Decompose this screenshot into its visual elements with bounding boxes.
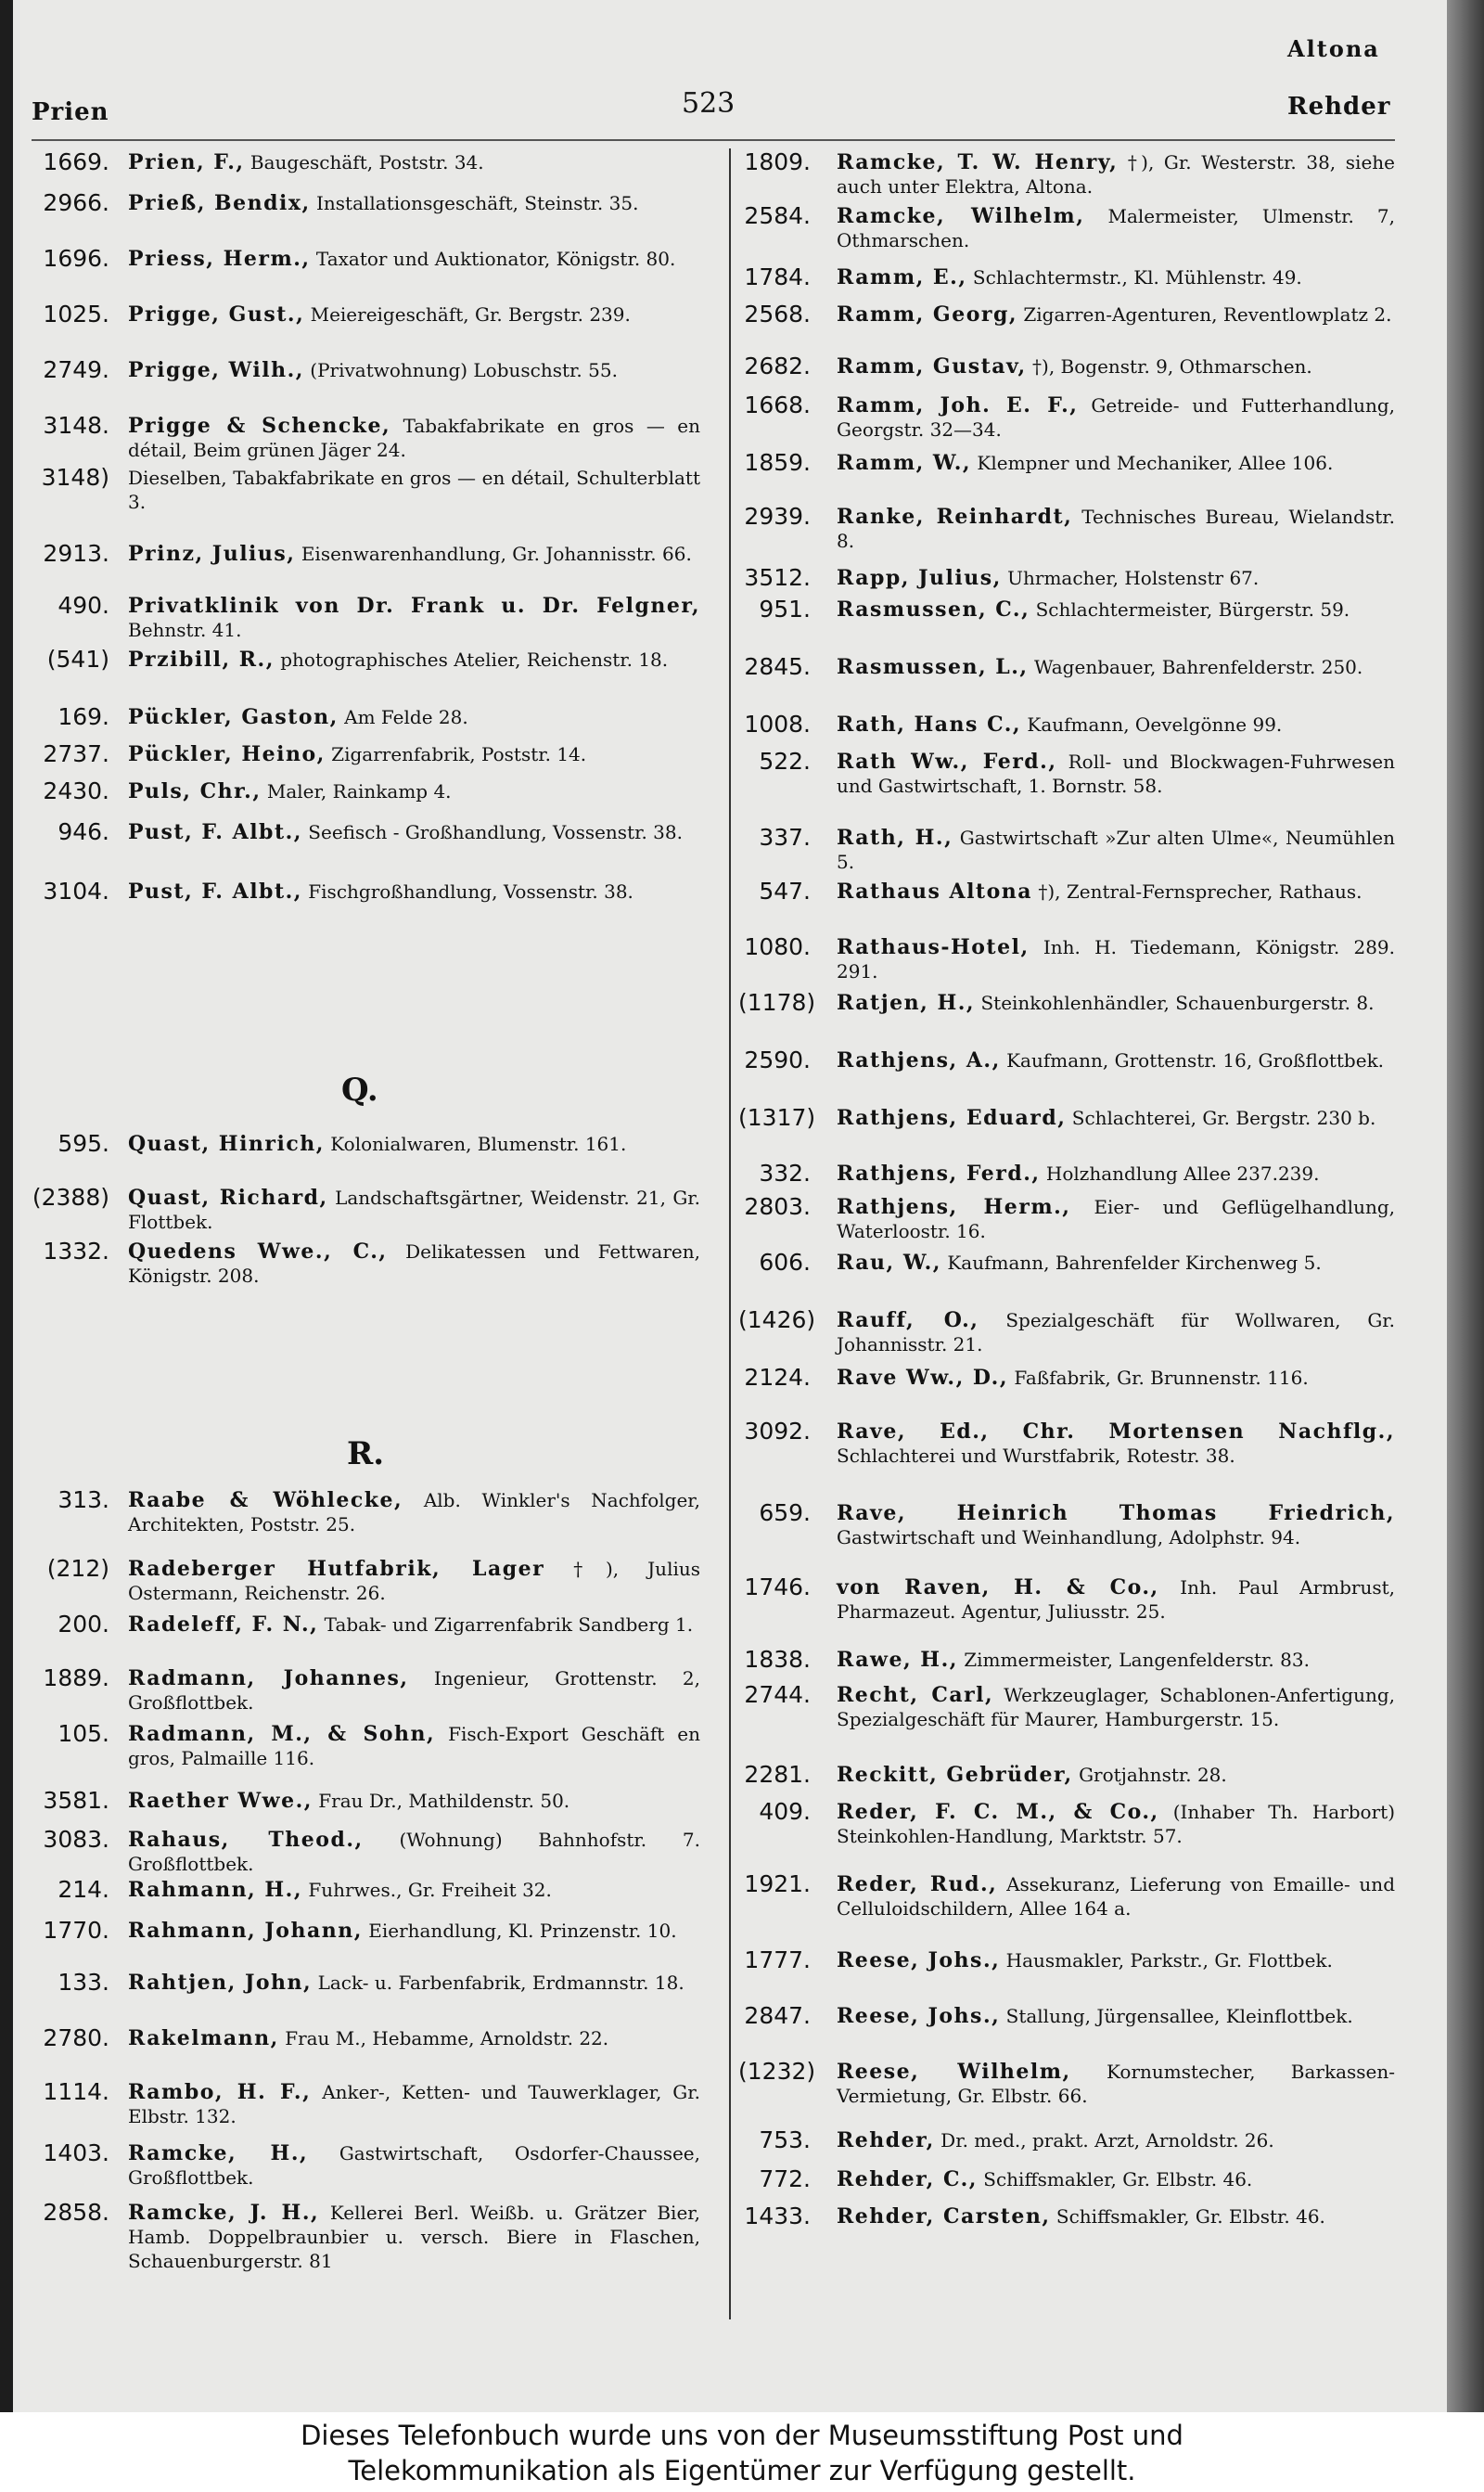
entry-text (837, 1800, 1395, 1848)
entry-phone-number: 105. (58, 1720, 109, 1747)
entry-details: Getreide- und Futterhandlung, Georgstr. 32—34. (837, 394, 1395, 441)
entry-name: Pust, F. Albt., (128, 820, 302, 844)
entry-name: Prien, F., (128, 150, 245, 174)
entry-text (128, 2141, 700, 2190)
page-number: 523 (682, 87, 736, 120)
page-edge-right (1447, 0, 1484, 2412)
entry-phone-number: 2281. (744, 1761, 811, 1788)
entry-text (837, 1419, 1395, 1468)
entry-phone-number: 200. (58, 1611, 109, 1638)
entry-name: Pückler, Heino, (128, 742, 326, 766)
entry-text (837, 655, 1395, 679)
entry-phone-number: 772. (759, 2165, 811, 2192)
entry-name: Rakelmann, (128, 2026, 279, 2050)
entry-details: Uhrmacher, Holstenstr 67. (1007, 567, 1260, 589)
entry-phone-number: 1889. (43, 1664, 109, 1691)
entry-text (128, 1612, 700, 1637)
entry-name: Rath, H., (837, 826, 953, 850)
entry-name: Priess, Herm., (128, 247, 311, 271)
entry-phone-number: 1080. (744, 933, 811, 960)
entry-phone-number: 3083. (43, 1826, 109, 1853)
entry-name: Rambo, H. F., (128, 2080, 312, 2104)
entry-details: Dieselben, Tabakfabrikate en gros — en détail, Schulterblatt 3. (128, 467, 700, 513)
entry-phone-number: 1669. (43, 148, 109, 175)
entry-text (837, 1366, 1395, 1390)
entry-details: Gastwirtschaft und Weinhandlung, Adolphstr. 94. (837, 1526, 1301, 1548)
entry-details: Werkzeuglager, Schablonen-Anfertigung, Spezialgeschäft für Maurer, Hamburgerstr. 15. (837, 1684, 1395, 1730)
entry-text (837, 150, 1395, 199)
entry-name: Rath Ww., Ferd., (837, 750, 1057, 774)
entry-details: Alb. Winkler's Nachfolger, Architekten, Poststr. 25. (128, 1489, 701, 1535)
entry-phone-number: 1114. (43, 2078, 109, 2105)
entry-name: Reese, Johs., (837, 2004, 1001, 2028)
entry-text (837, 1308, 1395, 1356)
entry-text (128, 1240, 700, 1288)
entry-text (837, 2004, 1395, 2028)
entry-details: Assekuranz, Lieferung von Emaille- und Celluloidschildern, Allee 164 a. (837, 1873, 1395, 1920)
entry-phone-number: 332. (759, 1160, 811, 1187)
entry-phone-number: (1232) (738, 2058, 816, 2085)
entry-text (837, 935, 1395, 983)
entry-details: Technisches Bureau, Wielandstr. 8. (837, 506, 1395, 552)
entry-text (837, 1872, 1395, 1920)
entry-name: Pückler, Gaston, (128, 705, 339, 729)
entry-phone-number: 1008. (744, 711, 811, 738)
entry-phone-number: (541) (46, 646, 109, 673)
entry-name: Rave, Ed., Chr. Mortensen Nachflg., (837, 1419, 1395, 1444)
entry-phone-number: 313. (58, 1486, 109, 1513)
entry-details: Meiereigeschäft, Gr. Bergstr. 239. (310, 303, 631, 326)
entry-phone-number: 1770. (43, 1917, 109, 1944)
entry-name: Pust, F. Albt., (128, 880, 302, 904)
entry-text (837, 354, 1395, 379)
entry-name: Rahaus, Theod., (128, 1828, 364, 1852)
entry-text (837, 1195, 1395, 1243)
entry-name: Radmann, M., & Sohn, (128, 1722, 436, 1746)
entry-phone-number: (2388) (32, 1184, 109, 1211)
entry-details: Hausmakler, Parkstr., Gr. Flottbek. (1005, 1949, 1333, 1972)
entry-phone-number: 1332. (43, 1238, 109, 1265)
entry-details: Gastwirtschaft »Zur alten Ulme«, Neumühlen 5. (837, 827, 1396, 873)
entry-name: Recht, Carl, (837, 1683, 994, 1707)
entry-name: Rehder, C., (837, 2167, 978, 2191)
entry-phone-number: 3148) (41, 464, 109, 491)
entry-details: Anker-, Ketten- und Tauwerklager, Gr. Elbstr. 132. (128, 2081, 700, 2127)
entry-name: Rathjens, Herm., (837, 1195, 1071, 1219)
entry-text (128, 1186, 700, 1234)
entry-name: Privatklinik von Dr. Frank u. Dr. Felgner, (128, 594, 700, 618)
entry-name: Rahmann, Johann, (128, 1919, 363, 1943)
entry-text (837, 1162, 1395, 1186)
entry-details: Holzhandlung Allee 237.239. (1045, 1163, 1320, 1185)
entry-text (128, 1828, 700, 1876)
entry-details: Tabakfabrikate en gros — en détail, Beim grünen Jäger 24. (128, 415, 700, 461)
entry-name: Reckitt, Gebrüder, (837, 1763, 1073, 1787)
entry-text (837, 566, 1395, 590)
entry-name: Prigge, Gust., (128, 302, 305, 327)
entry-phone-number: 2845. (744, 653, 811, 680)
entry-text (837, 1683, 1395, 1731)
entry-text (837, 451, 1395, 475)
entry-name: Ramm, Joh. E. F., (837, 393, 1079, 417)
entry-name: Rau, W., (837, 1251, 941, 1275)
entry-phone-number: 606. (759, 1249, 811, 1276)
entry-text (837, 1948, 1395, 1972)
entry-details: Klempner und Mechaniker, Allee 106. (977, 452, 1334, 474)
entry-details: Stallung, Jürgensallee, Kleinflottbek. (1005, 2005, 1353, 2027)
entry-details: Schiffsmakler, Gr. Elbstr. 46. (1055, 2205, 1325, 2228)
entry-details: Baugeschäft, Poststr. 34. (249, 151, 484, 173)
entry-phone-number: 1746. (744, 1574, 811, 1600)
entry-text (837, 826, 1395, 874)
entry-details: Eisenwarenhandlung, Gr. Johannisstr. 66. (301, 543, 692, 565)
entry-phone-number: 1921. (744, 1870, 811, 1897)
entry-text (128, 1488, 700, 1536)
entry-text (128, 705, 700, 729)
entry-phone-number: 2584. (744, 202, 811, 229)
entry-name: Prinz, Julius, (128, 542, 296, 566)
entry-phone-number: 946. (58, 818, 109, 845)
entry-text (837, 1575, 1395, 1624)
entry-details: Behnstr. 41. (128, 619, 242, 641)
entry-details: Maler, Rainkamp 4. (266, 780, 452, 803)
entry-phone-number: 409. (759, 1798, 811, 1825)
entry-details: Kolonialwaren, Blumenstr. 161. (330, 1133, 627, 1155)
header-last-entry: Rehder (1287, 93, 1391, 121)
entry-text (128, 247, 700, 271)
entry-details: †), Gr. Westerstr. 38, siehe auch unter Elektra, Altona. (837, 151, 1395, 198)
entry-name: Ratjen, H., (837, 991, 976, 1015)
entry-name: Rahmann, H., (128, 1878, 302, 1902)
entry-details: Lack- u. Farbenfabrik, Erdmannstr. 18. (317, 1972, 684, 1994)
entry-details: †), Bogenstr. 9, Othmarschen. (1032, 355, 1312, 378)
entry-text (837, 2204, 1395, 2229)
entry-name: Radeleff, F. N., (128, 1612, 319, 1637)
entry-text (128, 742, 700, 766)
entry-details: (Privatwohnung) Lobuschstr. 55. (310, 359, 618, 381)
entry-text (128, 150, 700, 174)
entry-details: Seefisch - Großhandlung, Vossenstr. 38. (308, 821, 683, 843)
entry-text (837, 505, 1395, 553)
entry-name: Ramm, Georg, (837, 302, 1018, 327)
entry-phone-number: 1433. (744, 2203, 811, 2229)
entry-details: Inh. H. Tiedemann, Königstr. 289. 291. (837, 936, 1396, 983)
entry-phone-number: 3148. (43, 412, 109, 439)
entry-name: Rasmussen, C., (837, 597, 1030, 622)
entry-text (837, 750, 1395, 798)
entry-phone-number: 659. (759, 1499, 811, 1526)
entry-name: Quast, Hinrich, (128, 1132, 325, 1156)
entry-details: Roll- und Blockwagen-Fuhrwesen und Gastwirtschaft, 1. Bornstr. 58. (837, 751, 1395, 797)
entry-name: Reder, Rud., (837, 1872, 998, 1896)
entry-phone-number: 3512. (744, 564, 811, 591)
entry-details: Inh. Paul Armbrust, Pharmazeut. Agentur, Juliusstr. 25. (837, 1576, 1395, 1623)
entry-details: Eier- und Geflügelhandlung, Waterloostr. 16. (837, 1196, 1395, 1242)
entry-phone-number: 1403. (43, 2139, 109, 2166)
entry-details: †), Julius Ostermann, Reichenstr. 26. (128, 1558, 701, 1604)
entry-name: Reese, Wilhelm, (837, 2060, 1071, 2084)
entry-name: von Raven, H. & Co., (837, 1575, 1159, 1599)
entry-details: Dr. med., prakt. Arzt, Arnoldstr. 26. (940, 2129, 1274, 2152)
entry-phone-number: 1696. (43, 245, 109, 272)
entry-phone-number: 2682. (744, 353, 811, 379)
entry-details: Frau M., Hebamme, Arnoldstr. 22. (285, 2027, 609, 2049)
entry-details: Kaufmann, Bahrenfelder Kirchenweg 5. (947, 1252, 1322, 1274)
entry-name: Rathjens, Eduard, (837, 1106, 1067, 1130)
entry-text (128, 466, 700, 514)
entry-text (837, 2060, 1395, 2108)
entry-name: Rathaus Altona (837, 880, 1033, 904)
entry-phone-number: 3092. (744, 1418, 811, 1445)
entry-details: Gastwirtschaft, Osdorfer-Chaussee, Großflottbek. (128, 2142, 700, 2189)
entry-name: Rahtjen, John, (128, 1971, 313, 1995)
entry-name: Rath, Hans C., (837, 713, 1022, 737)
entry-details: (Wohnung) Bahnhofstr. 7. Großflottbek. (128, 1829, 701, 1875)
entry-text (128, 358, 700, 382)
entry-phone-number: 951. (759, 596, 811, 623)
entry-text (128, 1722, 700, 1770)
entry-text (837, 713, 1395, 737)
entry-phone-number: 547. (759, 878, 811, 905)
entry-name: Rawe, H., (837, 1648, 958, 1672)
entry-details: Am Felde 28. (344, 706, 468, 728)
entry-text (128, 1557, 700, 1605)
entry-details: Faßfabrik, Gr. Brunnenstr. 116. (1014, 1367, 1309, 1389)
column-divider (729, 148, 731, 2319)
entry-text (837, 265, 1395, 289)
entry-name: Rauff, O., (837, 1308, 979, 1332)
entry-text (128, 1878, 700, 1902)
entry-text (128, 2080, 700, 2128)
entry-name: Rehder, (837, 2128, 935, 2152)
entry-phone-number: 2803. (744, 1193, 811, 1220)
entry-details: Kaufmann, Oevelgönne 99. (1027, 713, 1283, 736)
entry-phone-number: 3104. (43, 878, 109, 905)
entry-details: Ingenieur, Grottenstr. 2, Großflottbek. (128, 1667, 701, 1714)
entry-text (128, 1919, 700, 1943)
entry-name: Prigge & Schencke, (128, 414, 391, 438)
entry-name: Rathaus-Hotel, (837, 935, 1030, 959)
entry-phone-number: 490. (58, 592, 109, 619)
entry-details: Schlachterei, Gr. Bergstr. 230 b. (1071, 1107, 1376, 1129)
entry-phone-number: 2744. (744, 1681, 811, 1708)
entry-text (837, 597, 1395, 622)
entry-details: Installationsgeschäft, Steinstr. 35. (315, 192, 639, 214)
entry-phone-number: 1838. (744, 1646, 811, 1673)
entry-name: Ramm, Gustav, (837, 354, 1027, 379)
entry-text (128, 1789, 700, 1813)
entry-name: Przibill, R., (128, 648, 275, 672)
entry-phone-number: (1178) (738, 989, 816, 1016)
entry-text (837, 204, 1395, 252)
entry-details: Zigarrenfabrik, Poststr. 14. (331, 743, 587, 765)
entry-details: Malermeister, Ulmenstr. 7, Othmarschen. (837, 205, 1395, 251)
entry-name: Prigge, Wilh., (128, 358, 304, 382)
entry-details: Frau Dr., Mathildenstr. 50. (318, 1790, 570, 1812)
entry-text (128, 779, 700, 803)
entry-phone-number: 2430. (43, 777, 109, 804)
header-city: Altona (1287, 35, 1380, 62)
footer-line-2: Telekommunikation als Eigentümer zur Verfügung gestellt. (348, 2455, 1136, 2486)
entry-text (837, 2167, 1395, 2191)
entry-name: Ramcke, J. H., (128, 2201, 320, 2225)
section-heading-q: Q. (341, 1072, 378, 1109)
entry-name: Raabe & Wöhlecke, (128, 1488, 403, 1512)
entry-name: Ramcke, T. W. Henry, (837, 150, 1119, 174)
entry-phone-number: 1777. (744, 1946, 811, 1973)
entry-text (128, 1666, 700, 1715)
entry-details: †), Zentral-Fernsprecher, Rathaus. (1038, 880, 1362, 903)
entry-phone-number: 133. (58, 1969, 109, 1996)
entry-details: Fisch-Export Geschäft en gros, Palmaille 116. (128, 1723, 700, 1769)
entry-phone-number: 2913. (43, 540, 109, 567)
entry-name: Ramcke, H., (128, 2141, 309, 2165)
entry-text (128, 542, 700, 566)
entry-phone-number: (1426) (738, 1306, 816, 1333)
entry-name: Rave, Heinrich Thomas Friedrich, (837, 1501, 1395, 1525)
entry-details: Fischgroßhandlung, Vossenstr. 38. (308, 880, 633, 903)
entry-details: Delikatessen und Fettwaren, Königstr. 208. (128, 1240, 700, 1287)
entry-details: Landschaftsgärtner, Weidenstr. 21, Gr. Flottbek. (128, 1187, 701, 1233)
entry-phone-number: 2939. (744, 503, 811, 530)
entry-name: Radeberger Hutfabrik, Lager (128, 1557, 545, 1581)
entry-phone-number: 1809. (744, 148, 811, 175)
entry-name: Rapp, Julius, (837, 566, 1002, 590)
entry-text (128, 820, 700, 844)
entry-text (837, 302, 1395, 327)
entry-phone-number: 2568. (744, 301, 811, 328)
entry-details: Taxator und Auktionator, Königstr. 80. (315, 248, 676, 270)
entry-details: Steinkohlenhändler, Schauenburgerstr. 8. (980, 992, 1375, 1014)
entry-text (837, 1501, 1395, 1549)
entry-details: Tabak- und Zigarrenfabrik Sandberg 1. (324, 1613, 694, 1636)
entry-name: Ramm, W., (837, 451, 972, 475)
entry-text (128, 1132, 700, 1156)
page-edge-left (0, 0, 13, 2412)
header-first-entry: Prien (32, 98, 109, 126)
entry-name: Raether Wwe., (128, 1789, 313, 1813)
entry-text (128, 414, 700, 462)
entry-phone-number: 753. (759, 2126, 811, 2153)
entry-details: (Inhaber Th. Harbort) Steinkohlen-Handlung, Marktstr. 57. (837, 1801, 1395, 1847)
entry-details: Kornumstecher, Barkassen-Vermietung, Gr. Elbstr. 66. (837, 2061, 1396, 2107)
entry-text (128, 880, 700, 904)
footer-notice (0, 2412, 1484, 2492)
entry-name: Ramcke, Wilhelm, (837, 204, 1085, 228)
entry-details: Schiffsmakler, Gr. Elbstr. 46. (983, 2168, 1253, 2190)
entry-phone-number: 1859. (744, 449, 811, 476)
entry-name: Puls, Chr., (128, 779, 262, 803)
entry-text (128, 2201, 700, 2273)
entry-phone-number: (212) (46, 1555, 109, 1582)
entry-details: Grotjahnstr. 28. (1079, 1764, 1227, 1786)
entry-name: Rave Ww., D., (837, 1366, 1009, 1390)
entry-text (128, 2026, 700, 2050)
entry-details: Fuhrwes., Gr. Freiheit 32. (308, 1879, 552, 1901)
entry-name: Quedens Wwe., C., (128, 1240, 388, 1264)
entry-details: Schlachtermeister, Bürgerstr. 59. (1035, 598, 1350, 621)
entry-phone-number: 2124. (744, 1364, 811, 1391)
entry-details: Zimmermeister, Langenfelderstr. 83. (964, 1649, 1310, 1671)
entry-text (837, 1048, 1395, 1073)
entry-details: Spezialgeschäft für Wollwaren, Gr. Johannisstr. 21. (837, 1309, 1396, 1355)
entry-name: Reese, Johs., (837, 1948, 1001, 1972)
entry-text (837, 1648, 1395, 1672)
entry-phone-number: 595. (58, 1130, 109, 1157)
entry-phone-number: 337. (759, 824, 811, 851)
entry-text (837, 1251, 1395, 1275)
section-heading-r: R. (347, 1435, 385, 1472)
entry-name: Quast, Richard, (128, 1186, 328, 1210)
entry-phone-number: 2858. (43, 2199, 109, 2226)
entry-phone-number: 169. (58, 703, 109, 730)
entry-details: Zigarren-Agenturen, Reventlowplatz 2. (1023, 303, 1392, 326)
entry-name: Reder, F. C. M., & Co., (837, 1800, 1159, 1824)
entry-name: Radmann, Johannes, (128, 1666, 409, 1690)
entry-name: Ranke, Reinhardt, (837, 505, 1073, 529)
footer-line-1: Dieses Telefonbuch wurde uns von der Museumsstiftung Post und (301, 2420, 1183, 2451)
entry-phone-number: 522. (759, 748, 811, 775)
entry-phone-number: 214. (58, 1876, 109, 1903)
entry-phone-number: 2590. (744, 1047, 811, 1073)
entry-phone-number: 2780. (43, 2024, 109, 2051)
header-rule (32, 139, 1395, 141)
entry-text (128, 648, 700, 672)
entry-details: photographisches Atelier, Reichenstr. 18. (280, 649, 669, 671)
entry-phone-number: 1784. (744, 263, 811, 290)
entry-text (837, 393, 1395, 442)
entry-phone-number: 2847. (744, 2002, 811, 2029)
entry-phone-number: 3581. (43, 1787, 109, 1814)
entry-phone-number: 2749. (43, 356, 109, 383)
entry-text (837, 991, 1395, 1015)
entry-details: Wagenbauer, Bahrenfelderstr. 250. (1033, 656, 1363, 678)
entry-name: Rathjens, A., (837, 1048, 1001, 1073)
entry-text (128, 594, 700, 642)
entry-details: Kaufmann, Grottenstr. 16, Großflottbek. (1006, 1049, 1385, 1072)
entry-name: Rathjens, Ferd., (837, 1162, 1041, 1186)
entry-name: Rehder, Carsten, (837, 2204, 1051, 2229)
entry-name: Ramm, E., (837, 265, 967, 289)
entry-name: Prieß, Bendix, (128, 191, 311, 215)
entry-phone-number: 2737. (43, 740, 109, 767)
entry-text (837, 1106, 1395, 1130)
entry-text (128, 191, 700, 215)
entry-details: Schlachterei und Wurstfabrik, Rotestr. 38. (837, 1445, 1235, 1467)
entry-details: Eierhandlung, Kl. Prinzenstr. 10. (368, 1920, 677, 1942)
entry-text (128, 302, 700, 327)
entry-text (837, 880, 1395, 904)
entry-text (837, 2128, 1395, 2152)
entry-phone-number: 1668. (744, 392, 811, 418)
entry-text (837, 1763, 1395, 1787)
entry-text (128, 1971, 700, 1995)
entry-details: Kellerei Berl. Weißb. u. Grätzer Bier, Hamb. Doppelbraunbier u. versch. Biere in Flaschen, Schauenburgerstr. 81 (128, 2202, 701, 2272)
entry-name: Rasmussen, L., (837, 655, 1029, 679)
entry-phone-number: (1317) (738, 1104, 816, 1131)
entry-details: Schlachtermstr., Kl. Mühlenstr. 49. (972, 266, 1302, 289)
entry-phone-number: 2966. (43, 189, 109, 216)
entry-phone-number: 1025. (43, 301, 109, 328)
